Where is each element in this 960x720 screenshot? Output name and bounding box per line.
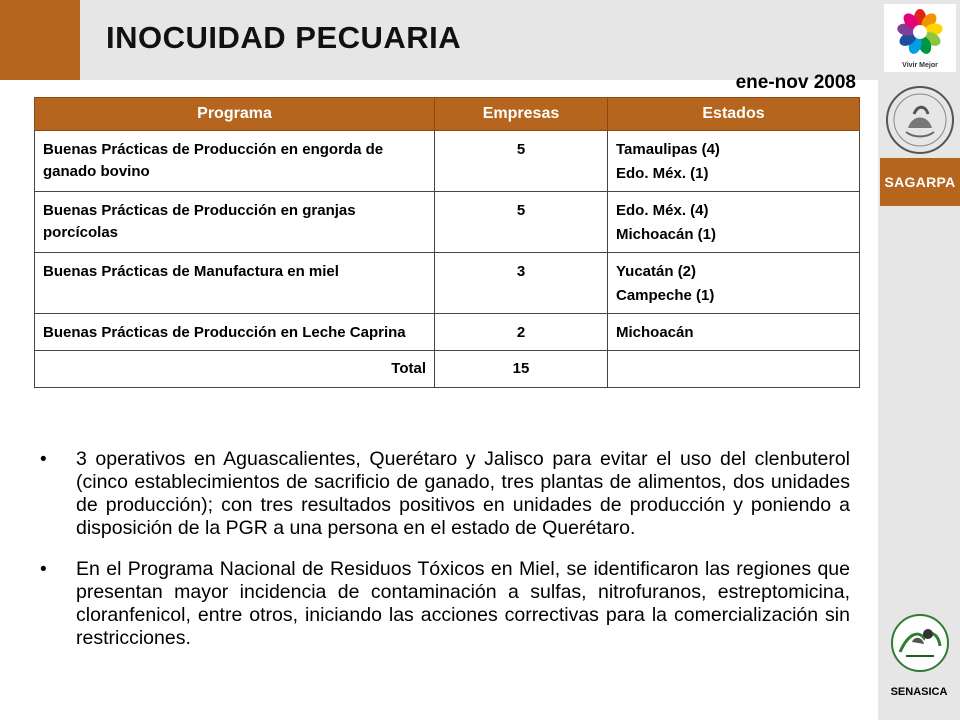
empresas-cell: 2 (435, 314, 608, 351)
table-total-row (35, 351, 860, 388)
senasica-emblem-icon (884, 612, 956, 674)
total-estados-cell (608, 351, 860, 388)
table-row (35, 192, 860, 253)
empresas-cell: 5 (435, 131, 608, 192)
table-row (35, 131, 860, 192)
table-header-row (35, 98, 860, 131)
programa-cell: Buenas Prácticas de Producción en granjas porcícolas (35, 192, 435, 253)
logo-caption: Vivir Mejor (902, 62, 938, 69)
header-accent-block (0, 0, 80, 80)
table-row (35, 253, 860, 314)
state-entry: Edo. Méx. (4) (616, 202, 709, 219)
eagle-seal-icon (884, 84, 956, 156)
flower-logo-icon (884, 4, 956, 60)
national-seal (884, 84, 956, 156)
bullet-dot-icon: • (40, 449, 47, 470)
programs-table (34, 97, 860, 388)
state-entry: Michoacán (616, 324, 694, 341)
date-label: ene-nov 2008 (735, 72, 856, 93)
bullet-text: 3 operativos en Aguascalientes, Querétaro y Jalisco para evitar el uso del clenbuterol (cinco establecimientos de sacrificio de ganado, tres plantas de alimentos, dos unidades de producción); con tres resultados positivos en unidades de producción y poniendo a disposición de la PGR a una persona en el estado de Querétaro. (76, 448, 850, 539)
list-item (40, 448, 850, 540)
table-row (35, 314, 860, 351)
state-entry: Edo. Méx. (1) (616, 165, 709, 182)
sagarpa-logo: SAGARPA (880, 158, 960, 206)
list-item (40, 558, 850, 650)
total-label: Total (35, 351, 435, 388)
empresas-cell: 5 (435, 192, 608, 253)
page-title: INOCUIDAD PECUARIA (106, 20, 462, 55)
programa-cell: Buenas Prácticas de Producción en Leche Caprina (35, 314, 435, 351)
column-header-empresas: Empresas (435, 98, 608, 131)
state-entry: Michoacán (1) (616, 226, 717, 243)
state-entry: Campeche (1) (616, 287, 715, 304)
bullet-text: En el Programa Nacional de Residuos Tóxicos en Miel, se identificaron las regiones que presentan mayor incidencia de contaminación a sulfas, nitrofuranos, estreptomicina, cloranfenicol, entre otros, iniciando las acciones correctivas para la comercialización sin restricciones. (76, 558, 850, 649)
estados-cell (608, 131, 860, 192)
state-entry: Tamaulipas (4) (616, 141, 720, 158)
empresas-cell: 3 (435, 253, 608, 314)
programa-cell: Buenas Prácticas de Manufactura en miel (35, 253, 435, 314)
estados-cell (608, 314, 860, 351)
estados-cell (608, 253, 860, 314)
senasica-label: SENASICA (890, 686, 948, 698)
estados-cell (608, 192, 860, 253)
senasica-emblem (884, 612, 956, 674)
bullet-list (40, 448, 850, 668)
vivir-mejor-logo (884, 4, 956, 72)
bullet-dot-icon: • (40, 559, 47, 580)
column-header-programa: Programa (35, 98, 435, 131)
state-entry: Yucatán (2) (616, 263, 697, 280)
programa-cell: Buenas Prácticas de Producción en engorda de ganado bovino (35, 131, 435, 192)
total-value: 15 (435, 351, 608, 388)
column-header-estados: Estados (608, 98, 860, 131)
